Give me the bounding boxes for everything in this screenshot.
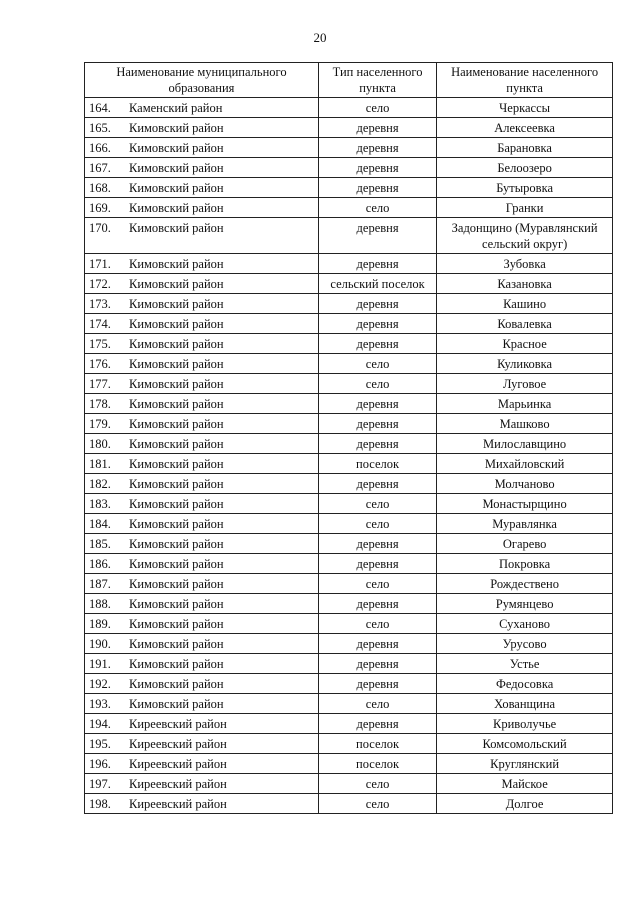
- table-row: [85, 714, 613, 734]
- row-number: 174.: [89, 317, 111, 331]
- table-row: [85, 98, 613, 118]
- table-row: [85, 514, 613, 534]
- table-row: [85, 314, 613, 334]
- row-number: 193.: [89, 697, 111, 711]
- settlement-name-cell: Монастырщино: [437, 494, 613, 514]
- municipality-name: Каменский район: [129, 101, 223, 115]
- municipality-cell: [85, 138, 319, 158]
- table-row: [85, 554, 613, 574]
- settlement-name-cell: Рождествено: [437, 574, 613, 594]
- table-header-row: [85, 63, 613, 98]
- table-row: [85, 274, 613, 294]
- header-settlement-name: Наименование населенного пункта: [437, 63, 613, 98]
- table-row: [85, 414, 613, 434]
- settlement-name-cell: Ковалевка: [437, 314, 613, 334]
- row-number: 164.: [89, 101, 111, 115]
- settlement-type-cell: село: [318, 694, 436, 714]
- municipality-name: Кимовский район: [129, 617, 224, 631]
- settlement-name-cell: Черкассы: [437, 98, 613, 118]
- municipality-name: Кимовский район: [129, 181, 224, 195]
- settlement-type-cell: деревня: [318, 138, 436, 158]
- municipality-name: Кимовский район: [129, 417, 224, 431]
- table-row: [85, 674, 613, 694]
- row-number: 175.: [89, 337, 111, 351]
- row-number: 166.: [89, 141, 111, 155]
- settlement-type-cell: село: [318, 98, 436, 118]
- row-number: 192.: [89, 677, 111, 691]
- settlement-name-cell: Зубовка: [437, 254, 613, 274]
- table-body: [85, 98, 613, 814]
- settlement-name-cell: Устье: [437, 654, 613, 674]
- municipality-cell: [85, 594, 319, 614]
- settlement-name-cell: Машково: [437, 414, 613, 434]
- municipality-name: Кимовский район: [129, 477, 224, 491]
- settlement-type-cell: поселок: [318, 454, 436, 474]
- table-row: [85, 434, 613, 454]
- settlement-name-cell: Куликовка: [437, 354, 613, 374]
- municipality-cell: [85, 414, 319, 434]
- settlement-type-cell: село: [318, 794, 436, 814]
- table-row: [85, 474, 613, 494]
- settlement-name-cell: Михайловский: [437, 454, 613, 474]
- settlement-type-cell: деревня: [318, 634, 436, 654]
- table-row: [85, 614, 613, 634]
- settlement-type-cell: деревня: [318, 334, 436, 354]
- settlement-type-cell: деревня: [318, 654, 436, 674]
- municipality-cell: [85, 158, 319, 178]
- municipality-name: Кимовский район: [129, 537, 224, 551]
- settlement-name-cell: Задонщино (Муравлянский сельский округ): [437, 218, 613, 254]
- row-number: 194.: [89, 717, 111, 731]
- table-row: [85, 354, 613, 374]
- municipality-cell: [85, 634, 319, 654]
- settlement-type-cell: село: [318, 514, 436, 534]
- municipality-name: Кимовский район: [129, 357, 224, 371]
- settlement-name-cell: Криволучье: [437, 714, 613, 734]
- settlement-type-cell: деревня: [318, 534, 436, 554]
- municipality-cell: [85, 198, 319, 218]
- municipality-cell: [85, 534, 319, 554]
- settlement-type-cell: деревня: [318, 314, 436, 334]
- municipality-cell: [85, 514, 319, 534]
- municipality-cell: [85, 714, 319, 734]
- municipality-cell: [85, 178, 319, 198]
- municipality-name: Киреевский район: [129, 777, 227, 791]
- table-row: [85, 754, 613, 774]
- row-number: 179.: [89, 417, 111, 431]
- settlement-type-cell: село: [318, 494, 436, 514]
- municipality-name: Кимовский район: [129, 221, 224, 235]
- settlement-type-cell: деревня: [318, 118, 436, 138]
- header-settlement-type: Тип населенного пункта: [318, 63, 436, 98]
- municipality-name: Кимовский район: [129, 161, 224, 175]
- municipality-name: Киреевский район: [129, 797, 227, 811]
- municipality-name: Кимовский район: [129, 377, 224, 391]
- row-number: 181.: [89, 457, 111, 471]
- settlement-name-cell: Марьинка: [437, 394, 613, 414]
- settlement-type-cell: деревня: [318, 594, 436, 614]
- table-row: [85, 694, 613, 714]
- municipality-cell: [85, 674, 319, 694]
- table-row: [85, 334, 613, 354]
- municipality-name: Кимовский район: [129, 457, 224, 471]
- settlement-name-cell: Круглянский: [437, 754, 613, 774]
- settlement-type-cell: деревня: [318, 218, 436, 254]
- row-number: 186.: [89, 557, 111, 571]
- row-number: 172.: [89, 277, 111, 291]
- municipality-cell: [85, 554, 319, 574]
- settlement-type-cell: деревня: [318, 294, 436, 314]
- settlement-type-cell: деревня: [318, 554, 436, 574]
- settlement-type-cell: село: [318, 574, 436, 594]
- municipality-name: Кимовский район: [129, 121, 224, 135]
- municipality-name: Кимовский район: [129, 397, 224, 411]
- row-number: 189.: [89, 617, 111, 631]
- settlement-name-cell: Огарево: [437, 534, 613, 554]
- municipality-cell: [85, 118, 319, 138]
- settlement-name-cell: Майское: [437, 774, 613, 794]
- row-number: 198.: [89, 797, 111, 811]
- table-row: [85, 374, 613, 394]
- municipality-cell: [85, 314, 319, 334]
- settlement-type-cell: деревня: [318, 414, 436, 434]
- row-number: 168.: [89, 181, 111, 195]
- municipality-cell: [85, 274, 319, 294]
- row-number: 197.: [89, 777, 111, 791]
- municipality-name: Кимовский район: [129, 697, 224, 711]
- municipality-cell: [85, 794, 319, 814]
- settlement-name-cell: Кашино: [437, 294, 613, 314]
- row-number: 187.: [89, 577, 111, 591]
- settlement-name-cell: Покровка: [437, 554, 613, 574]
- row-number: 183.: [89, 497, 111, 511]
- table-row: [85, 634, 613, 654]
- page-number: 20: [313, 30, 327, 45]
- municipality-cell: [85, 614, 319, 634]
- settlement-name-cell: Суханово: [437, 614, 613, 634]
- table-row: [85, 254, 613, 274]
- municipality-cell: [85, 294, 319, 314]
- settlement-name-cell: Долгое: [437, 794, 613, 814]
- row-number: 171.: [89, 257, 111, 271]
- table-row: [85, 178, 613, 198]
- table-row: [85, 794, 613, 814]
- settlement-name-cell: Комсомольский: [437, 734, 613, 754]
- row-number: 173.: [89, 297, 111, 311]
- municipality-name: Киреевский район: [129, 737, 227, 751]
- municipality-cell: [85, 734, 319, 754]
- settlement-type-cell: поселок: [318, 734, 436, 754]
- municipality-cell: [85, 254, 319, 274]
- municipality-name: Кимовский район: [129, 277, 224, 291]
- settlement-type-cell: деревня: [318, 474, 436, 494]
- municipality-cell: [85, 574, 319, 594]
- municipality-cell: [85, 474, 319, 494]
- table-row: [85, 158, 613, 178]
- settlement-type-cell: деревня: [318, 674, 436, 694]
- row-number: 182.: [89, 477, 111, 491]
- municipality-cell: [85, 494, 319, 514]
- settlements-table: [84, 62, 613, 814]
- municipality-name: Кимовский район: [129, 517, 224, 531]
- settlement-type-cell: село: [318, 374, 436, 394]
- row-number: 184.: [89, 517, 111, 531]
- municipality-name: Кимовский район: [129, 637, 224, 651]
- settlement-type-cell: деревня: [318, 434, 436, 454]
- row-number: 170.: [89, 221, 111, 235]
- settlement-type-cell: село: [318, 198, 436, 218]
- settlement-type-cell: деревня: [318, 394, 436, 414]
- settlement-name-cell: Хованщина: [437, 694, 613, 714]
- municipality-name: Кимовский район: [129, 317, 224, 331]
- municipality-name: Киреевский район: [129, 757, 227, 771]
- municipality-name: Кимовский район: [129, 257, 224, 271]
- municipality-cell: [85, 98, 319, 118]
- table-row: [85, 654, 613, 674]
- row-number: 169.: [89, 201, 111, 215]
- table-row: [85, 574, 613, 594]
- municipality-name: Кимовский район: [129, 497, 224, 511]
- table-row: [85, 394, 613, 414]
- municipality-cell: [85, 434, 319, 454]
- municipality-name: Кимовский район: [129, 597, 224, 611]
- municipality-name: Кимовский район: [129, 657, 224, 671]
- municipality-name: Киреевский район: [129, 717, 227, 731]
- municipality-cell: [85, 754, 319, 774]
- municipality-cell: [85, 654, 319, 674]
- municipality-name: Кимовский район: [129, 437, 224, 451]
- row-number: 195.: [89, 737, 111, 751]
- settlement-type-cell: деревня: [318, 158, 436, 178]
- row-number: 190.: [89, 637, 111, 651]
- settlement-type-cell: сельский поселок: [318, 274, 436, 294]
- municipality-cell: [85, 694, 319, 714]
- table-row: [85, 118, 613, 138]
- settlement-name-cell: Муравлянка: [437, 514, 613, 534]
- settlement-type-cell: деревня: [318, 254, 436, 274]
- settlement-name-cell: Румянцево: [437, 594, 613, 614]
- municipality-name: Кимовский район: [129, 141, 224, 155]
- row-number: 165.: [89, 121, 111, 135]
- table-row: [85, 454, 613, 474]
- settlement-name-cell: Молчаново: [437, 474, 613, 494]
- settlement-type-cell: поселок: [318, 754, 436, 774]
- table-row: [85, 734, 613, 754]
- settlement-name-cell: Алексеевка: [437, 118, 613, 138]
- municipality-cell: [85, 374, 319, 394]
- municipality-cell: [85, 774, 319, 794]
- municipality-cell: [85, 454, 319, 474]
- settlement-type-cell: деревня: [318, 178, 436, 198]
- municipality-name: Кимовский район: [129, 201, 224, 215]
- table-row: [85, 294, 613, 314]
- settlement-name-cell: Казановка: [437, 274, 613, 294]
- municipality-name: Кимовский район: [129, 557, 224, 571]
- settlement-name-cell: Луговое: [437, 374, 613, 394]
- row-number: 180.: [89, 437, 111, 451]
- row-number: 188.: [89, 597, 111, 611]
- header-municipality: Наименование муниципального образования: [85, 63, 319, 98]
- table-row: [85, 138, 613, 158]
- municipality-cell: [85, 394, 319, 414]
- table-row: [85, 594, 613, 614]
- municipality-name: Кимовский район: [129, 677, 224, 691]
- settlement-name-cell: Барановка: [437, 138, 613, 158]
- settlement-name-cell: Милославщино: [437, 434, 613, 454]
- row-number: 191.: [89, 657, 111, 671]
- municipality-cell: [85, 334, 319, 354]
- row-number: 177.: [89, 377, 111, 391]
- settlement-type-cell: село: [318, 614, 436, 634]
- settlement-name-cell: Урусово: [437, 634, 613, 654]
- table-row: [85, 534, 613, 554]
- table-row: [85, 198, 613, 218]
- table-row: [85, 774, 613, 794]
- municipality-name: Кимовский район: [129, 297, 224, 311]
- settlement-type-cell: село: [318, 774, 436, 794]
- settlement-name-cell: Бутыровка: [437, 178, 613, 198]
- settlement-type-cell: деревня: [318, 714, 436, 734]
- municipality-name: Кимовский район: [129, 337, 224, 351]
- municipality-cell: [85, 354, 319, 374]
- settlement-name-cell: Федосовка: [437, 674, 613, 694]
- municipality-cell: [85, 218, 319, 254]
- settlement-name-cell: Белоозеро: [437, 158, 613, 178]
- row-number: 185.: [89, 537, 111, 551]
- municipality-name: Кимовский район: [129, 577, 224, 591]
- row-number: 176.: [89, 357, 111, 371]
- settlement-name-cell: Красное: [437, 334, 613, 354]
- row-number: 178.: [89, 397, 111, 411]
- settlement-type-cell: село: [318, 354, 436, 374]
- row-number: 196.: [89, 757, 111, 771]
- table-row: [85, 494, 613, 514]
- row-number: 167.: [89, 161, 111, 175]
- table-row: [85, 218, 613, 254]
- settlement-name-cell: Гранки: [437, 198, 613, 218]
